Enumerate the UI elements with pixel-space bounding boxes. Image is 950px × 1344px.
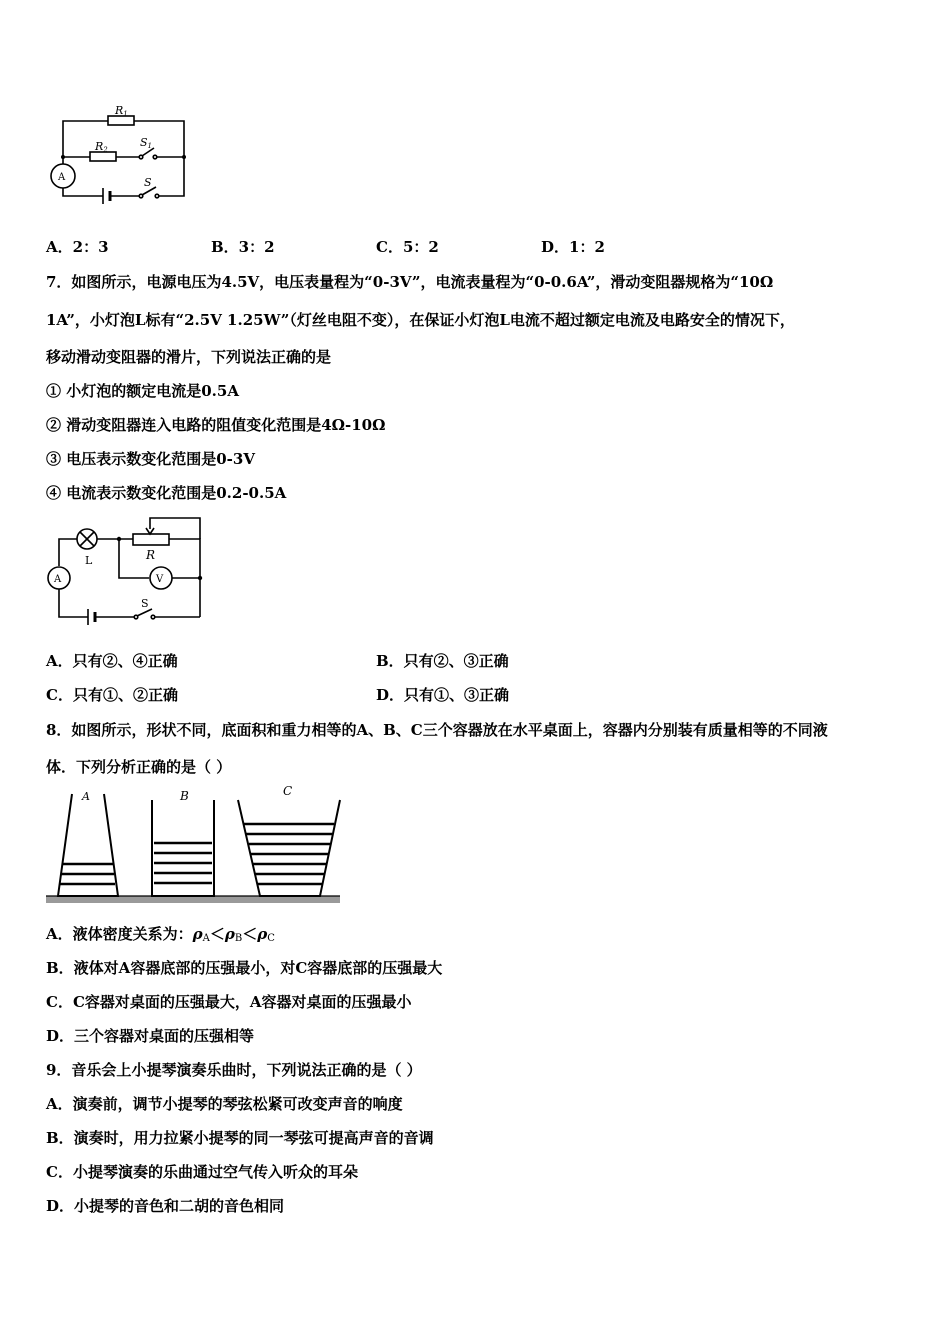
resistor-r2 <box>90 152 116 161</box>
rho-b-sub: B <box>234 933 243 944</box>
q7-option-a[interactable]: A．只有②、④正确 <box>46 652 178 670</box>
q9-option-b[interactable]: B．演奏时，用力拉紧小提琴的同一琴弦可提高声音的音调 <box>46 1129 434 1147</box>
q7-option-c[interactable]: C．只有①、②正确 <box>46 686 178 704</box>
container-b <box>152 800 214 896</box>
r2-label: R2 <box>95 140 108 154</box>
rho-a-sub: A <box>202 933 210 944</box>
voltmeter-label: V <box>156 574 164 585</box>
q8-stem-line-2: 体．下列分析正确的是（ ） <box>46 758 232 776</box>
ammeter <box>48 567 70 589</box>
s-label: S <box>144 176 152 189</box>
lamp-label: L <box>85 554 93 567</box>
rho-a: ρ <box>192 925 203 943</box>
rho-c: ρ <box>257 925 268 943</box>
lt-1: ＜ <box>209 925 225 943</box>
ammeter-label: A <box>58 172 66 183</box>
lt-2: ＜ <box>242 925 258 943</box>
q7-option-b[interactable]: B．只有②、③正确 <box>376 652 509 670</box>
q7-stem-line-3: 移动滑动变阻器的滑片，下列说法正确的是 <box>46 348 332 366</box>
rho-b: ρ <box>224 925 235 943</box>
switch-label: S <box>141 597 149 610</box>
resistor-r1 <box>108 116 134 125</box>
ammeter <box>51 164 75 188</box>
q9-option-c[interactable]: C．小提琴演奏的乐曲通过空气传入听众的耳朵 <box>46 1163 358 1181</box>
q8-option-b[interactable]: B．液体对A容器底部的压强最小，对C容器底部的压强最大 <box>46 959 443 977</box>
q7-statement-2: ② 滑动变阻器连入电路的阻值变化范围是4Ω-10Ω <box>46 416 386 434</box>
q6-option-b[interactable]: B．3：2 <box>211 238 275 256</box>
q8-option-d[interactable]: D．三个容器对桌面的压强相等 <box>46 1027 255 1045</box>
q8-option-a-prefix: A．液体密度关系为： <box>46 925 193 943</box>
container-c-label: C <box>283 784 293 798</box>
q6-option-d[interactable]: D．1：2 <box>541 238 605 256</box>
rheostat <box>133 534 169 545</box>
voltmeter <box>150 567 172 589</box>
q7-statement-4: ④ 电流表示数变化范围是0.2-0.5A <box>46 484 287 502</box>
r1-label: R1 <box>115 104 128 118</box>
q7-statement-1: ① 小灯泡的额定电流是0.5A <box>46 382 239 400</box>
ammeter-label: A <box>54 574 62 585</box>
q9-option-d[interactable]: D．小提琴的音色和二胡的音色相同 <box>46 1197 285 1215</box>
q8-stem-line-1: 8．如图所示，形状不同，底面积和重力相等的A、B、C三个容器放在水平桌面上，容器内分别装有质量相等的不同液 <box>46 721 828 739</box>
q7-statement-3: ③ 电压表示数变化范围是0-3V <box>46 450 255 468</box>
s1-label: S1 <box>140 136 153 150</box>
container-b-label: B <box>180 789 189 803</box>
rho-c-sub: C <box>267 933 275 944</box>
q6-option-c[interactable]: C．5：2 <box>376 238 439 256</box>
q9-option-a[interactable]: A．演奏前，调节小提琴的琴弦松紧可改变声音的响度 <box>46 1095 403 1113</box>
q7-option-d[interactable]: D．只有①、③正确 <box>376 686 510 704</box>
q9-stem: 9．音乐会上小提琴演奏乐曲时，下列说法正确的是（ ） <box>46 1061 422 1079</box>
container-a <box>58 794 118 896</box>
rheostat-label: R <box>146 548 156 562</box>
lamp <box>77 529 97 549</box>
q6-option-a[interactable]: A．2：3 <box>46 238 109 256</box>
q7-stem-line-2: 1A”，小灯泡L标有“2.5V 1.25W”（灯丝电阻不变），在保证小灯泡L电流不超过额定电流及电路安全的情况下， <box>46 311 795 329</box>
q7-stem-line-1: 7．如图所示，电源电压为4.5V，电压表量程为“0-3V”，电流表量程为“0-0.6A”，滑动变阻器规格为“10Ω <box>46 273 774 291</box>
container-a-label: A <box>82 790 90 803</box>
container-c <box>238 800 340 896</box>
q8-option-c[interactable]: C．C容器对桌面的压强最大，A容器对桌面的压强最小 <box>46 993 412 1011</box>
q8-option-a[interactable] <box>46 923 275 944</box>
